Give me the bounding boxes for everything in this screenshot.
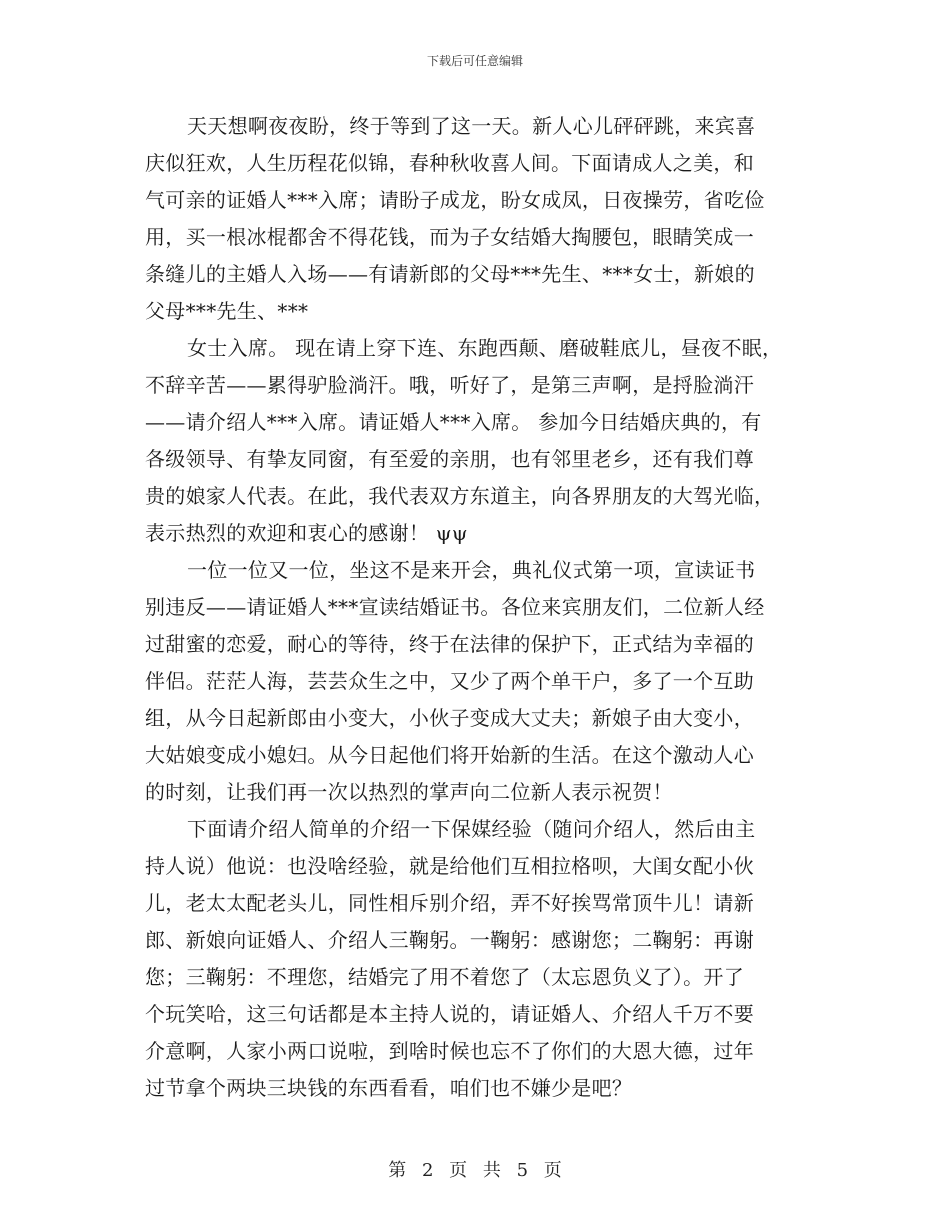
- text-line: 天天想啊夜夜盼，终于等到了这一天。新人心儿砰砰跳，来宾喜: [187, 114, 756, 138]
- text-line: 庆似狂欢，人生历程花似锦，春种秋收喜人间。下面请成人之美，和: [145, 151, 754, 175]
- text-line: 条缝儿的主婚人入场——有请新郎的父母***先生、***女士，新娘的: [145, 262, 755, 286]
- footer-current-page: 2: [421, 1160, 434, 1181]
- page-header: 下载后可任意编辑: [426, 54, 523, 68]
- text-line: 过节拿个两块三块钱的东西看看，咱们也不嫌少是吧？: [145, 1076, 633, 1100]
- text-line: 贵的娘家人代表。在此，我代表双方东道主，向各界朋友的大驾光临，: [145, 484, 775, 508]
- footer-total-word: 共: [482, 1160, 501, 1181]
- text-line: 的时刻，让我们再一次以热烈的掌声向二位新人表示祝贺！: [145, 780, 673, 804]
- text-line: 父母***先生、***: [145, 299, 309, 323]
- text-line: 一位一位又一位，坐这不是来开会，典礼仪式第一项，宣读证书: [187, 558, 756, 582]
- footer-total-pages: 5: [516, 1160, 529, 1181]
- text-line: 表示热烈的欢迎和衷心的感谢！ ψψ: [145, 521, 468, 545]
- page-footer: [0, 1156, 950, 1182]
- text-line: 用，买一根冰棍都舍不得花钱，而为子女结婚大掏腰包，眼睛笑成一: [145, 225, 754, 249]
- text-line: 持人说）他说：也没啥经验，就是给他们互相拉格呗，大闺女配小伙: [145, 854, 754, 878]
- text-line: 各级领导、有挚友同窗，有至爱的亲朋，也有邻里老乡，还有我们尊: [145, 447, 754, 471]
- text-line: 伴侣。茫茫人海，芸芸众生之中，又少了两个单干户，多了一个互助: [145, 669, 754, 693]
- text-line: 过甜蜜的恋爱，耐心的等待，终于在法律的保护下，正式结为幸福的: [145, 632, 754, 656]
- footer-page-word: 页: [449, 1160, 468, 1181]
- text-line: 大姑娘变成小媳妇。从今日起他们将开始新的生活。在这个激动人心: [145, 743, 754, 767]
- footer-prefix: 第: [388, 1160, 407, 1181]
- text-line: 下面请介绍人简单的介绍一下保媒经验（随问介绍人，然后由主: [187, 817, 756, 841]
- text-line: 组，从今日起新郎由小变大，小伙子变成大丈夫；新娘子由大变小，: [145, 706, 754, 730]
- text-line: 郎、新娘向证婚人、介绍人三鞠躬。一鞠躬：感谢您；二鞠躬：再谢: [145, 928, 754, 952]
- text-line: 介意啊，人家小两口说啦，到啥时候也忘不了你们的大恩大德，过年: [145, 1039, 754, 1063]
- document-body: [145, 108, 813, 1107]
- footer-suffix: 页: [543, 1160, 562, 1181]
- text-line: 别违反——请证婚人***宣读结婚证书。各位来宾朋友们，二位新人经: [145, 595, 765, 619]
- text-line: 儿，老太太配老头儿，同性相斥别介绍，弄不好挨骂常顶牛儿！请新: [145, 891, 754, 915]
- text-line: ——请介绍人***入席。请证婚人***入席。 参加今日结婚庆典的，有: [145, 410, 762, 434]
- text-line: 气可亲的证婚人***入席；请盼子成龙，盼女成凤，日夜操劳，省吃俭: [145, 188, 765, 212]
- text-line: 您；三鞠躬：不理您，结婚完了用不着您了（太忘恩负义了）。开了: [145, 965, 744, 989]
- text-line: 女士入席。 现在请上穿下连、东跑西颠、磨破鞋底儿，昼夜不眠，: [187, 336, 783, 360]
- text-line: 不辞辛苦——累得驴脸淌汗。哦，听好了，是第三声啊，是捋脸淌汗: [145, 373, 754, 397]
- text-line: 个玩笑哈，这三句话都是本主持人说的，请证婚人、介绍人千万不要: [145, 1002, 754, 1026]
